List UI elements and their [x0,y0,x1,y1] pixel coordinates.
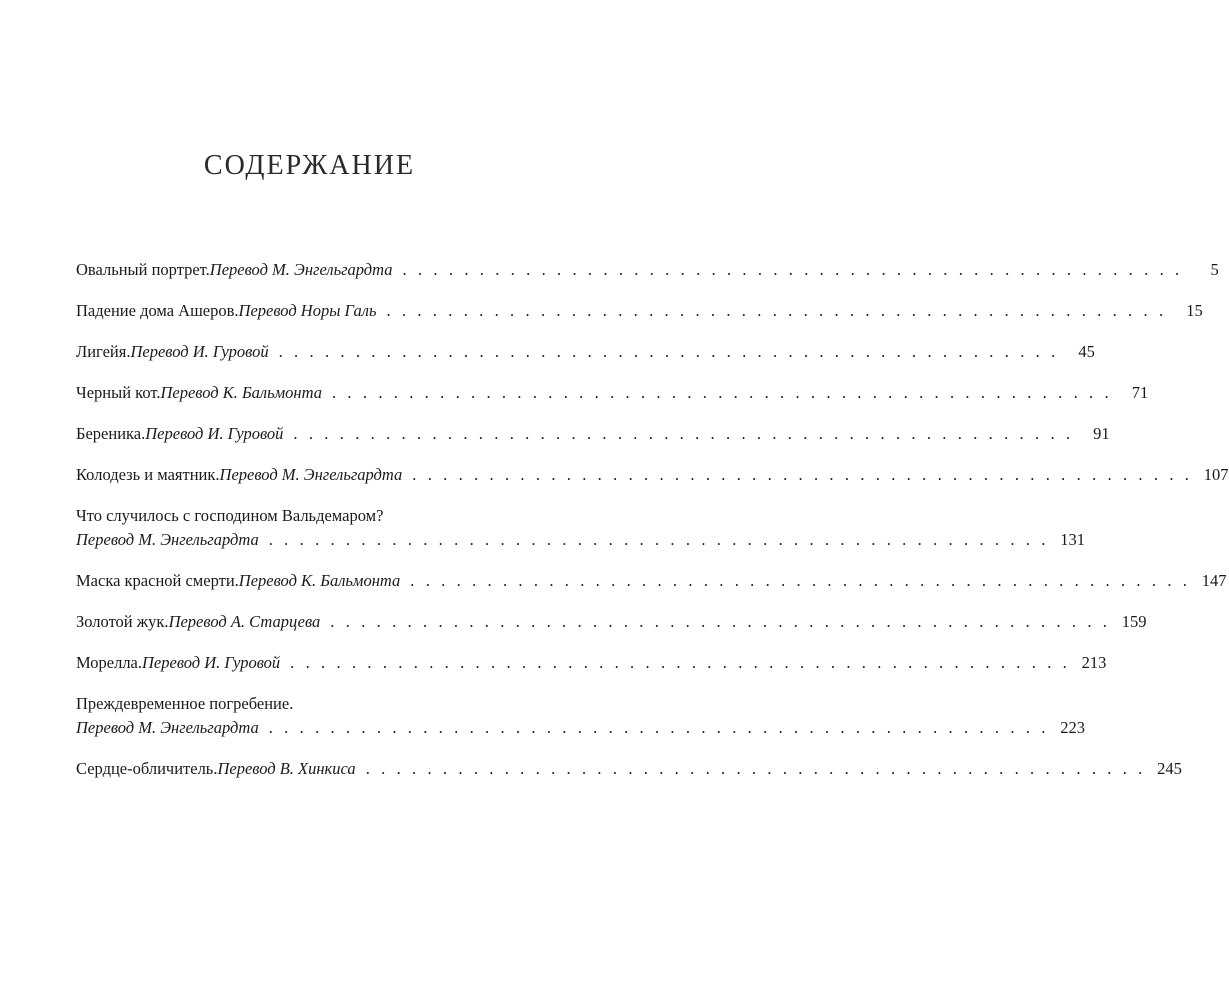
dot-leader: . . . . . . . . . . . . . . . . . . . . . . . . . . . . . . . . . . . . . . . . . . . . . . . . . . . [268,718,1049,737]
toc-entry [76,504,1085,552]
toc-entry [76,422,1110,446]
story-title: Береника. [76,424,146,443]
page-number: 45 [1078,342,1095,361]
story-title: Сердце-обличитель. [76,759,218,778]
story-title: Падение дома Ашеров. [76,301,239,320]
page-number: 213 [1081,653,1107,672]
story-title: Черный кот. [76,383,161,402]
translator-credit: Перевод К. Бальмонта [238,571,401,590]
page-number: 71 [1131,383,1149,402]
toc-entry [76,340,1095,364]
table-of-contents [76,258,1229,798]
translator-credit: Перевод К. Бальмонта [160,383,322,402]
dot-leader: . . . . . . . . . . . . . . . . . . . . . . . . . . . . . . . . . . . . . . . . . . . . . . . . . . . [268,530,1049,549]
story-title: Золотой жук. [76,612,169,631]
translator-credit: Перевод М. Энгельгардта [209,260,393,279]
page-number: 5 [1210,260,1219,279]
toc-entry [76,757,1182,781]
page-title: СОДЕРЖАНИЕ [203,150,416,181]
toc-entry [76,381,1149,405]
story-title: Овальный портрет. [76,260,210,279]
page-number: 15 [1186,301,1203,320]
page-number: 91 [1093,424,1110,443]
story-title: Маска красной смерти. [76,571,239,590]
toc-entry [76,610,1147,634]
toc-entry [76,299,1203,323]
toc-entry [76,463,1229,487]
translator-credit: Перевод В. Хинкиса [217,759,356,778]
story-title: Преждевременное погребение. [76,694,294,713]
dot-leader: . . . . . . . . . . . . . . . . . . . . . . . . . . . . . . . . . . . . . . . . . . . . . . . . . . . [330,612,1111,631]
toc-entry [76,569,1227,593]
dot-leader: . . . . . . . . . . . . . . . . . . . . . . . . . . . . . . . . . . . . . . . . . . . . . . . . . . . [293,424,1074,443]
dot-leader: . . . . . . . . . . . . . . . . . . . . . . . . . . . . . . . . . . . . . . . . . . . . . . . . . . . [386,301,1167,320]
toc-entry [76,692,1085,740]
page-number: 159 [1121,612,1147,631]
translator-credit: Перевод И. Гуровой [145,424,284,443]
toc-entry [76,651,1107,675]
translator-credit: Перевод И. Гуровой [142,653,281,672]
dot-leader: . . . . . . . . . . . . . . . . . . . . . . . . . . . . . . . . . . . . . . . . . . . . . . . . . . . [412,465,1193,484]
translator-credit: Перевод М. Энгельгардта [76,530,259,549]
dot-leader: . . . . . . . . . . . . . . . . . . . . . . . . . . . . . . . . . . . . . . . . . . . . . . . . . . . [365,759,1146,778]
story-title: Лигейя. [76,342,131,361]
story-title: Морелла. [76,653,142,672]
page-number: 147 [1201,571,1227,590]
translator-credit: Перевод М. Энгельгардта [219,465,403,484]
dot-leader: . . . . . . . . . . . . . . . . . . . . . . . . . . . . . . . . . . . . . . . . . . . . . . . . . . . [402,260,1183,279]
dot-leader: . . . . . . . . . . . . . . . . . . . . . . . . . . . . . . . . . . . . . . . . . . . . . . . . . . . [331,383,1113,402]
page-number: 107 [1203,465,1229,484]
translator-credit: Перевод Норы Галь [238,301,377,320]
story-title: Колодезь и маятник. [76,465,220,484]
story-title: Что случилось с господином Вальдемаром? [76,506,384,525]
dot-leader: . . . . . . . . . . . . . . . . . . . . . . . . . . . . . . . . . . . . . . . . . . . . . . . . . . . [290,653,1071,672]
page-number: 131 [1060,530,1085,549]
dot-leader: . . . . . . . . . . . . . . . . . . . . . . . . . . . . . . . . . . . . . . . . . . . . . . . . . . . [278,342,1059,361]
translator-credit: Перевод М. Энгельгардта [76,718,259,737]
translator-credit: Перевод И. Гуровой [130,342,269,361]
toc-entry [76,258,1219,282]
page-number: 245 [1157,759,1182,778]
translator-credit: Перевод А. Старцева [168,612,321,631]
page-number: 223 [1060,718,1085,737]
dot-leader: . . . . . . . . . . . . . . . . . . . . . . . . . . . . . . . . . . . . . . . . . . . . . . . . . . . [410,571,1191,590]
